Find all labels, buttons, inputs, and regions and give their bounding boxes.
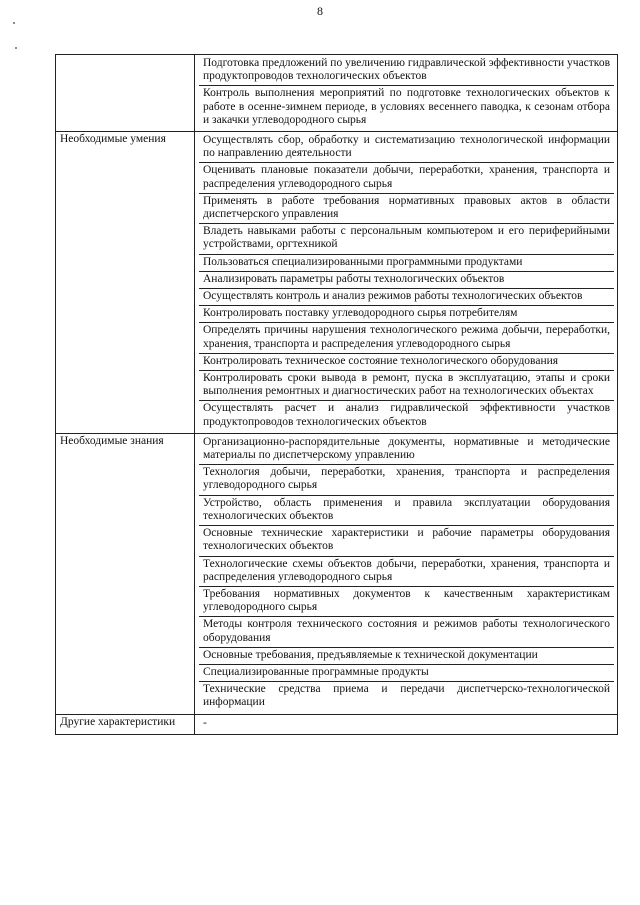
row-label: Необходимые умения [56, 132, 195, 434]
row-content [195, 714, 618, 734]
list-item: Контролировать техническое состояние технологического оборудования [199, 354, 614, 371]
list-item: Применять в работе требования нормативных правовых актов в области диспетчерского управления [199, 194, 614, 224]
page-number: 8 [317, 4, 323, 18]
list-item: Оценивать плановые показатели добычи, переработки, хранения, транспорта и распределения углеводородного сырья [199, 163, 614, 193]
list-item: - [203, 716, 207, 729]
table-row [56, 55, 618, 132]
list-item: Контролировать поставку углеводородного сырья потребителям [199, 306, 614, 323]
list-item: Осуществлять контроль и анализ режимов работы технологических объектов [199, 289, 614, 306]
table-row [56, 433, 618, 714]
list-item: Специализированные программные продукты [199, 665, 614, 682]
list-item: Основные требования, предъявляемые к технической документации [199, 648, 614, 665]
table-row [56, 132, 618, 434]
row-label [56, 55, 195, 132]
list-item: Технические средства приема и передачи диспетчерско-технологической информации [203, 683, 610, 709]
scan-speck [13, 22, 15, 24]
row-content [195, 132, 618, 434]
list-item: Контроль выполнения мероприятий по подготовке технологических объектов к работе в осенне-зимнем периоде, в условиях весеннего паводка, к сезонам отбора и закачки углеводородного сырья [203, 87, 610, 126]
list-item: Контролировать сроки вывода в ремонт, пуска в эксплуатацию, этапы и сроки выполнения ремонтных и диагностических работ на технологических объектах [199, 371, 614, 401]
list-item: Пользоваться специализированными программными продуктами [199, 255, 614, 272]
row-content [195, 433, 618, 714]
row-label: Другие характеристики [56, 714, 195, 734]
list-item: Осуществлять сбор, обработку и систематизацию технологической информации по направлению деятельности [199, 133, 614, 163]
list-item: Организационно-распорядительные документы, нормативные и методические материалы по диспетчерскому управлению [199, 435, 614, 465]
list-item: Требования нормативных документов к качественным характеристикам углеводородного сырья [199, 587, 614, 617]
list-item: Подготовка предложений по увеличению гидравлической эффективности участков продуктопроводов технологических объектов [199, 56, 614, 86]
list-item: Определять причины нарушения технологического режима добычи, переработки, хранения, транспорта и распределения углеводородного сырья [199, 323, 614, 353]
scan-speck [15, 47, 17, 49]
list-item: Основные технические характеристики и рабочие параметры оборудования технологических объектов [199, 526, 614, 556]
list-item: Устройство, область применения и правила эксплуатации оборудования технологических объектов [199, 496, 614, 526]
list-item: Технология добычи, переработки, хранения, транспорта и распределения углеводородного сырья [199, 465, 614, 495]
row-content [195, 55, 618, 132]
list-item: Осуществлять расчет и анализ гидравлической эффективности участков продуктопроводов технологических объектов [203, 402, 610, 428]
table-row [56, 714, 618, 734]
characteristics-table [55, 54, 618, 735]
list-item: Методы контроля технического состояния и режимов работы технологического оборудования [199, 617, 614, 647]
list-item: Владеть навыками работы с персональным компьютером и его периферийными устройствами, оргтехникой [199, 224, 614, 254]
list-item: Технологические схемы объектов добычи, переработки, хранения, транспорта и распределения углеводородного сырья [199, 557, 614, 587]
row-label: Необходимые знания [56, 433, 195, 714]
list-item: Анализировать параметры работы технологических объектов [199, 272, 614, 289]
